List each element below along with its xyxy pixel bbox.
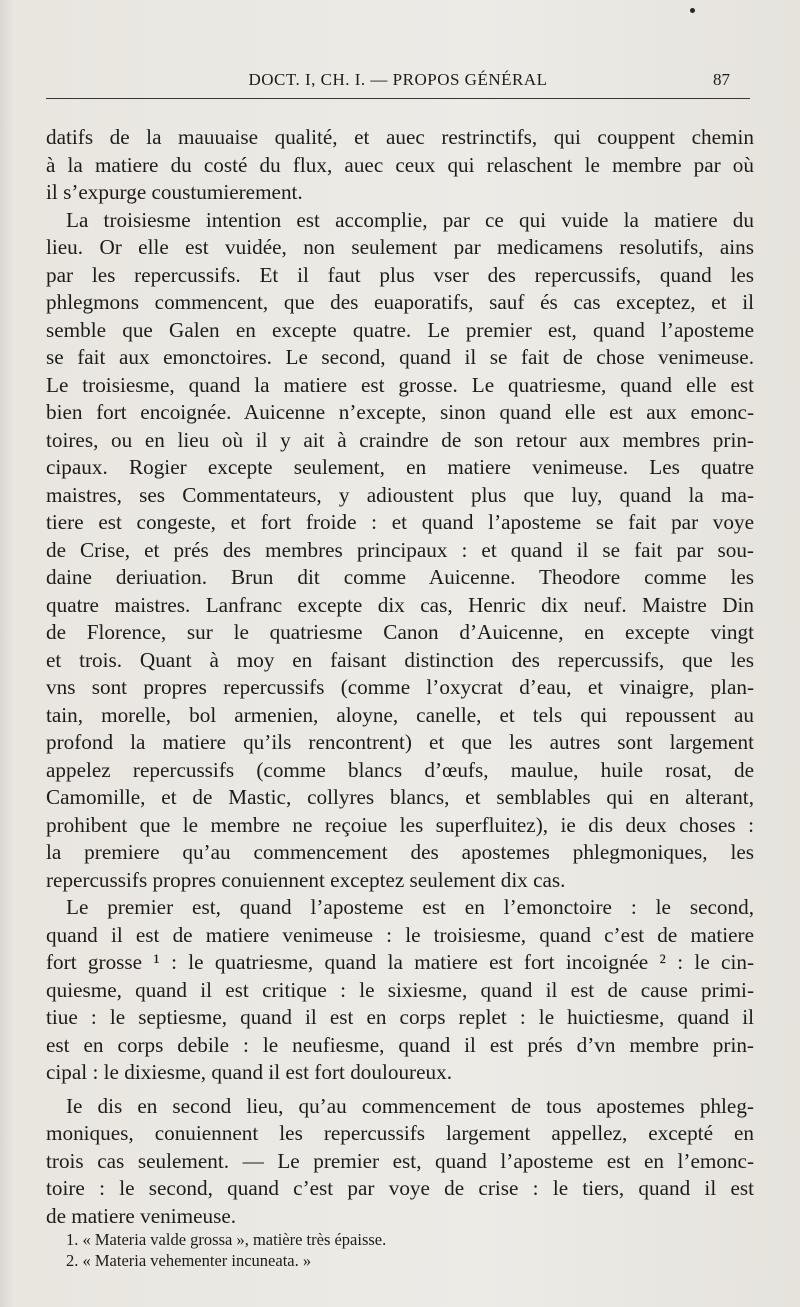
text-line: phlegmons commencent, que des euaporatifs, sauf és cas exceptez, et il	[46, 290, 754, 314]
text-line: de Crise, et prés des membres principaux : et quand il se fait par sou-	[46, 537, 754, 562]
text-line: Ie dis en second lieu, qu’au commencement de tous apostemes phleg-	[66, 1093, 754, 1118]
text-line: La troisiesme intention est accomplie, par ce qui vuide la matiere du	[66, 207, 754, 232]
text-line: il s’expurge coustumierement.	[46, 180, 303, 204]
text-line: Le troisiesme, quand la matiere est grosse. Le quatriesme, quand elle est	[46, 372, 754, 397]
paragraph	[46, 207, 754, 895]
text-line: de matiere venimeuse.	[46, 1203, 237, 1228]
text-line: tiue : le septiesme, quand il est en corps replet : le huictiesme, quand il	[46, 1005, 754, 1029]
text-line: trois cas seulement. — Le premier est, quand l’aposteme est en l’emonc-	[46, 1148, 754, 1173]
text-line: bien fort encoignée. Auicenne n’excepte, sinon quand elle est aux emonc-	[46, 400, 754, 424]
paragraph	[46, 894, 754, 1087]
text-line: semble que Galen en excepte quatre. Le premier est, quand l’aposteme	[46, 317, 754, 342]
text-line: cipaux. Rogier excepte seulement, en matiere venimeuse. Les quatre	[46, 455, 754, 479]
text-line: Le premier est, quand l’aposteme est en l’emonctoire : le second,	[66, 895, 754, 919]
text-line: fort grosse ¹ : le quatriesme, quand la matiere est fort incoignée ² : le cin-	[46, 950, 754, 974]
text-line: cipal : le dixiesme, quand il est fort douloureux.	[46, 1060, 452, 1084]
text-line: lieu. Or elle est vuidée, non seulement par medicamens resolutifs, ains	[46, 235, 754, 259]
page-header	[46, 70, 750, 99]
ink-speck	[690, 8, 695, 13]
text-line: vns sont propres repercussifs (comme l’oxycrat d’eau, et vinaigre, plan-	[46, 675, 754, 699]
text-line: se fait aux emonctoires. Le second, quand il se fait de chose venimeuse.	[46, 345, 754, 369]
text-line: datifs de la mauuaise qualité, et auec restrinctifs, qui couppent chemin	[46, 125, 754, 149]
text-line: moniques, conuiennent les repercussifs largement appellez, excepté en	[46, 1121, 754, 1145]
text-line: quatre maistres. Lanfranc excepte dix cas, Henric dix neuf. Maistre Din	[46, 592, 754, 617]
text-line: et trois. Quant à moy en faisant distinction des repercussifs, que les	[46, 647, 754, 672]
text-line: repercussifs propres conuiennent exceptez seulement dix cas.	[46, 867, 566, 892]
text-line: profond la matiere qu’ils rencontrent) et que les autres sont largement	[46, 730, 754, 754]
text-line: est en corps debile : le neufiesme, quand il est prés d’vn membre prin-	[46, 1032, 754, 1057]
footnotes	[66, 1229, 746, 1271]
text-line: tain, morelle, bol armenien, aloyne, canelle, et tels qui repoussent au	[46, 702, 754, 727]
paragraph	[46, 1093, 754, 1231]
text-line: maistres, ses Commentateurs, y adioustent plus que luy, quand la ma-	[46, 482, 754, 507]
text-line: appelez repercussifs (comme blancs d’œufs, maulue, huile rosat, de	[46, 757, 754, 782]
footnote: 2. « Materia vehementer incuneata. »	[66, 1251, 312, 1270]
text-line: tiere est congeste, et fort froide : et quand l’aposteme se fait par voye	[46, 510, 754, 534]
running-head: DOCT. I, CH. I. — PROPOS GÉNÉRAL	[248, 70, 548, 89]
text-line: de Florence, sur le quatriesme Canon d’Auicenne, en excepte vingt	[46, 620, 754, 644]
text-line: quand il est de matiere venimeuse : le troisiesme, quand c’est de matiere	[46, 922, 754, 947]
text-line: prohibent que le membre ne reçoiue les superfluitez), ie dis deux choses :	[46, 812, 754, 837]
text-line: la premiere qu’au commencement des apostemes phlegmoniques, les	[46, 840, 754, 864]
text-line: toire : le second, quand c’est par voye de crise : le tiers, quand il est	[46, 1176, 754, 1200]
paragraph	[46, 124, 754, 207]
body-text	[46, 124, 754, 1230]
text-line: Camomille, et de Mastic, collyres blancs, et semblables qui en alterant,	[46, 785, 754, 809]
text-line: à la matiere du costé du flux, auec ceux qui relaschent le membre par où	[46, 152, 754, 177]
text-line: quiesme, quand il est critique : le sixiesme, quand il est de cause primi-	[46, 977, 754, 1002]
text-line: toires, ou en lieu où il y ait à craindre de son retour aux membres prin-	[46, 427, 754, 452]
text-line: par les repercussifs. Et il faut plus vser des repercussifs, quand les	[46, 262, 754, 287]
text-line: daine deriuation. Brun dit comme Auicenne. Theodore comme les	[46, 565, 754, 589]
footnote: 1. « Materia valde grossa », matière très épaisse.	[66, 1230, 387, 1249]
page-number: 87	[713, 70, 730, 89]
